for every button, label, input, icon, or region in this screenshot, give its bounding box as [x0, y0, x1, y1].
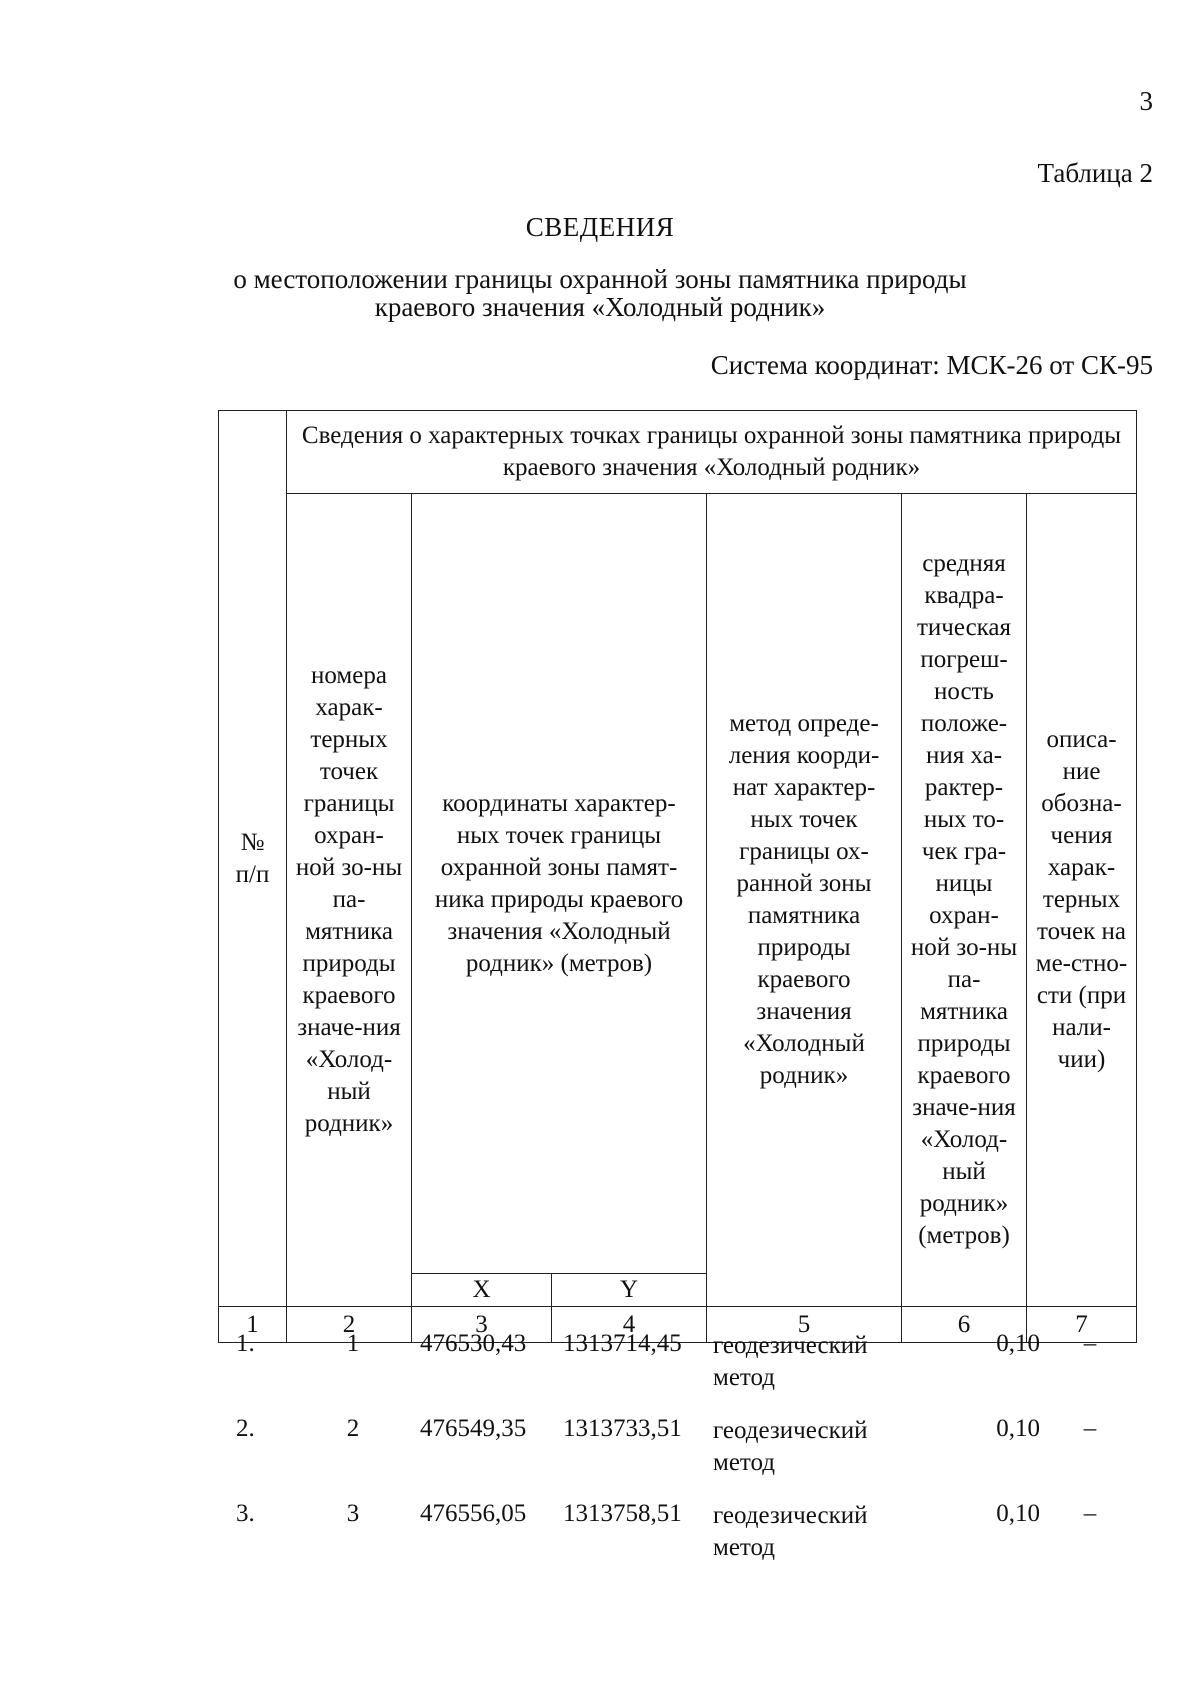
column-header-no: № п/п: [219, 411, 287, 1307]
method: [713, 1330, 893, 1394]
coordinate-x: 476530,43: [420, 1330, 527, 1357]
column-header-point-numbers: номера харак-терных точек границы охран-ной зо-ны па-мятника природы краевого значе-ния «Холод-ный родник»: [287, 494, 412, 1307]
table-row: [218, 1415, 1136, 1500]
document-title: СВЕДЕНИЯ: [525, 212, 675, 242]
table-row: [218, 1500, 1136, 1585]
coordinate-y: 1313733,51: [563, 1415, 682, 1442]
mean-square-error: 0,10: [996, 1330, 1040, 1357]
method: [713, 1500, 893, 1564]
row-number: 3.: [236, 1500, 255, 1527]
coordinate-y: 1313758,51: [563, 1500, 682, 1527]
document-subtitle: [160, 265, 1040, 321]
point-number: 3: [346, 1500, 360, 1527]
column-number-6: 6: [902, 1307, 1027, 1343]
column-number-7: 7: [1027, 1307, 1137, 1343]
column-header-description: описа-ние обозна-чения харак-терных точек на ме-стно-сти (при нали-чии): [1027, 494, 1137, 1307]
table-label: Таблица 2: [1037, 158, 1153, 188]
description: –: [1083, 1330, 1097, 1357]
column-header-y: Y: [552, 1274, 707, 1307]
method-line-2: метод: [713, 1364, 776, 1391]
row-number: 1.: [236, 1330, 255, 1357]
column-number-4: 4: [552, 1307, 707, 1343]
column-header-method: метод опреде-ления коорди-нат характер-ных точек границы ох-ранной зоны памятника природы краевого значения «Холодный родник»: [707, 494, 902, 1307]
mean-square-error: 0,10: [996, 1500, 1040, 1527]
column-header-coordinates: координаты характер-ных точек границы охранной зоны памят-ника природы краевого значения «Холодный родник» (метров): [412, 494, 707, 1274]
column-number-5: 5: [707, 1307, 902, 1343]
column-header-error: средняя квадра-тическая погреш-ность положе-ния ха-рактер-ных то-чек гра-ницы охран-ной зо-ны па-мятника природы краевого значе-ния «Холод-ный родник» (метров): [902, 494, 1027, 1307]
method-line-2: метод: [713, 1534, 776, 1561]
description: –: [1083, 1415, 1097, 1442]
coordinate-x: 476556,05: [420, 1500, 527, 1527]
method-line-1: геодезический: [713, 1502, 868, 1529]
method: [713, 1415, 893, 1479]
method-line-2: метод: [713, 1449, 776, 1476]
group-header: Сведения о характерных точках границы охранной зоны памятника природы краевого значения «Холодный родник»: [287, 411, 1137, 494]
coordinate-x: 476549,35: [420, 1415, 527, 1442]
column-header-x: X: [412, 1274, 552, 1307]
point-number: 2: [346, 1415, 360, 1442]
column-number-1: 1: [219, 1307, 287, 1343]
coordinate-y: 1313714,45: [563, 1330, 682, 1357]
method-line-1: геодезический: [713, 1332, 868, 1359]
data-rows: [218, 1330, 1136, 1585]
subtitle-line-1: о местоположении границы охранной зоны памятника природы: [233, 264, 967, 294]
column-number-3: 3: [412, 1307, 552, 1343]
table-row: [218, 1330, 1136, 1415]
coordinate-system: Система координат: МСК-26 от СК-95: [710, 350, 1153, 380]
mean-square-error: 0,10: [996, 1415, 1040, 1442]
method-line-1: геодезический: [713, 1417, 868, 1444]
subtitle-line-2: краевого значения «Холодный родник»: [374, 292, 826, 322]
header-table: [218, 410, 1137, 1343]
row-number: 2.: [236, 1415, 255, 1442]
page-number: 3: [1139, 86, 1153, 116]
column-number-2: 2: [287, 1307, 412, 1343]
description: –: [1083, 1500, 1097, 1527]
point-number: 1: [346, 1330, 360, 1357]
